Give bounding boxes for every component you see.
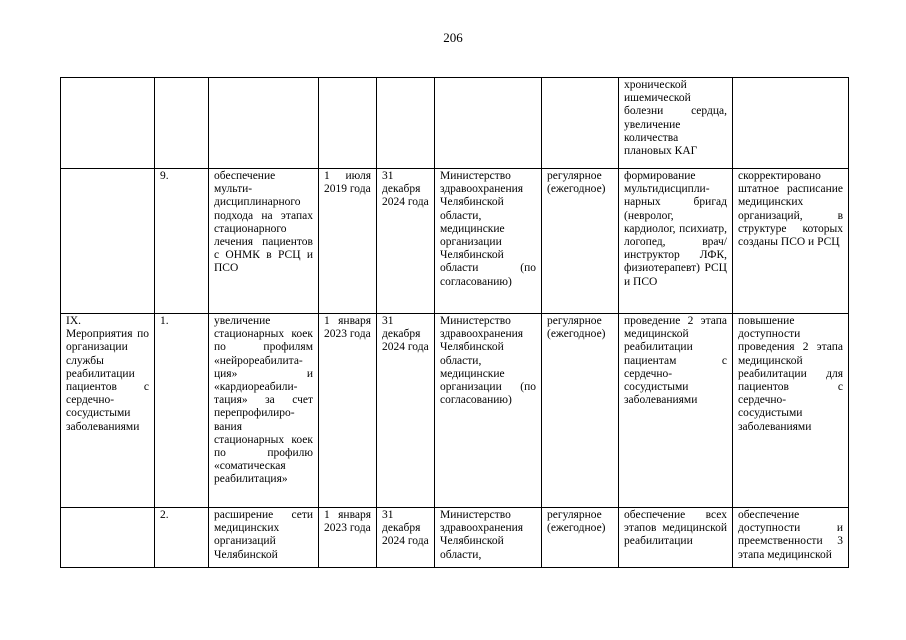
start-date-cell	[319, 78, 377, 169]
end-date-cell: 31 декабря 2024 года	[377, 508, 435, 568]
responsible-cell: Министерство здравоохранения Челябинской области, медицинские организации (по согласованию)	[435, 314, 542, 508]
section-cell	[61, 169, 155, 314]
table-row	[61, 314, 849, 508]
end-date-cell: 31 декабря 2024 года	[377, 169, 435, 314]
measures-table	[60, 77, 849, 568]
table-row	[61, 78, 849, 169]
measure-cell: увеличение стационарных коек по профилям «нейрореабилита-ция» и «кардиореабили-тация» за счет перепрофилиро-вания стационарных коек по профилю «соматическая реабилитация»	[209, 314, 319, 508]
number-cell: 2.	[155, 508, 209, 568]
start-date-cell: 1 января 2023 года	[319, 314, 377, 508]
section-cell	[61, 78, 155, 169]
indicator-cell: формирование мультидисципли-нарных бригад (невролог, кардиолог, психиатр, логопед, врач/инструктор ЛФК, физиотерапевт) РСЦ и ПСО	[619, 169, 733, 314]
responsible-cell	[435, 78, 542, 169]
start-date-cell: 1 января 2023 года	[319, 508, 377, 568]
result-cell	[733, 78, 849, 169]
page-number: 206	[443, 30, 463, 45]
result-cell: обеспечение доступности и преемственности 3 этапа медицинской	[733, 508, 849, 568]
frequency-cell: регулярное (ежегодное)	[542, 314, 619, 508]
indicator-cell: хронической ишемической болезни сердца, увеличение количества плановых КАГ	[619, 78, 733, 169]
responsible-cell: Министерство здравоохранения Челябинской области,	[435, 508, 542, 568]
measure-cell: расширение сети медицинских организаций Челябинской	[209, 508, 319, 568]
end-date-cell	[377, 78, 435, 169]
frequency-cell	[542, 78, 619, 169]
result-cell: скорректировано штатное расписание медицинских организаций, в структуре которых созданы ПСО и РСЦ	[733, 169, 849, 314]
number-cell	[155, 78, 209, 169]
end-date-cell: 31 декабря 2024 года	[377, 314, 435, 508]
section-cell	[61, 508, 155, 568]
responsible-cell: Министерство здравоохранения Челябинской области, медицинские организации Челябинской области (по согласованию)	[435, 169, 542, 314]
indicator-cell: обеспечение всех этапов медицинской реабилитации	[619, 508, 733, 568]
section-cell: IX. Мероприятия по организации службы реабилитации пациентов с сердечно-сосудистыми заболеваниями	[61, 314, 155, 508]
start-date-cell: 1 июля 2019 года	[319, 169, 377, 314]
frequency-cell: регулярное (ежегодное)	[542, 508, 619, 568]
table-row	[61, 508, 849, 568]
number-cell: 1.	[155, 314, 209, 508]
frequency-cell: регулярное (ежегодное)	[542, 169, 619, 314]
indicator-cell: проведение 2 этапа медицинской реабилитации пациентам с сердечно-сосудистыми заболеваниями	[619, 314, 733, 508]
result-cell: повышение доступности проведения 2 этапа медицинской реабилитации для пациентов с сердечно-сосудистыми заболеваниями	[733, 314, 849, 508]
table-row	[61, 169, 849, 314]
number-cell: 9.	[155, 169, 209, 314]
measure-cell: обеспечение мульти-дисциплинарного подхода на этапах стационарного лечения пациентов с ОНМК в РСЦ и ПСО	[209, 169, 319, 314]
measure-cell	[209, 78, 319, 169]
